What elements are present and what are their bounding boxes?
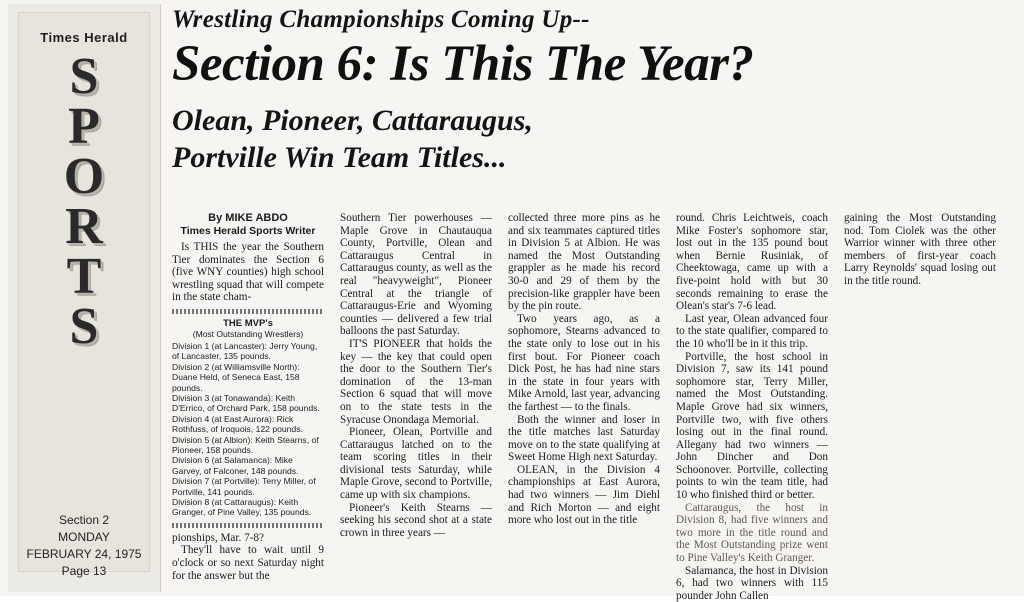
day-label: MONDAY xyxy=(58,530,110,544)
kicker-headline: Wrestling Championships Coming Up-- xyxy=(172,6,590,33)
article-column-1 xyxy=(172,212,324,582)
paragraph: Southern Tier powerhouses — Maple Grove in Chautauqua County, Portville, Olean and Cattaraugus Central in Cattaraugus county, as well as the real "heavyweight", Pioneer Central at the triangle of Cattaraugus-Erie and Wyoming counties — delivered a few trial balloons the past Saturday. xyxy=(340,212,492,338)
paragraph: Last year, Olean advanced four to the state qualifier, compared to the 10 who'll be in it this trip. xyxy=(676,312,828,350)
mvp-entry: Division 3 (at Tonawanda): Keith D'Errico, of Orchard Park, 158 pounds. xyxy=(172,393,320,414)
mvp-entry: Division 4 (at East Aurora): Rick Rothfuss, of Iroquois, 122 pounds. xyxy=(172,413,303,435)
sports-letter-s2: S xyxy=(69,298,99,355)
publication-name: Times Herald xyxy=(40,30,128,45)
article-column-5 xyxy=(844,212,996,288)
byline-title: Times Herald Sports Writer xyxy=(180,225,316,237)
byline-author: By MIKE ABDO xyxy=(208,212,288,224)
divider-rule-bottom xyxy=(172,523,324,528)
mvp-entry: Division 6 (at Salamanca): Mike Garvey, of Falconer, 148 pounds. xyxy=(172,455,299,476)
headline-block xyxy=(172,6,1012,176)
mvp-entry: Division 5 (at Albion): Keith Stearns, of Pioneer, 158 pounds. xyxy=(172,434,319,456)
paragraph: Portville, the host school in Division 7, saw its 141 pound sophomore star, Terry Miller, named the Most Outstanding. Maple Grove had six winners, Portville two, with five others losing out in the final round. Allegany had two winners — John Dincher and Don Schoonover. Portville, collecting points to win the team title, had 10 who finished third or better. xyxy=(676,350,828,502)
mvp-box-subheading: (Most Outstanding Wrestlers) xyxy=(192,328,304,339)
sports-letter-r: R xyxy=(65,198,103,255)
masthead-column xyxy=(8,4,161,592)
sports-vertical-logo xyxy=(18,48,150,355)
date-label: FEBRUARY 24, 1975 xyxy=(26,547,142,561)
page-title: Section 6: Is This The Year? xyxy=(172,36,754,92)
sports-letter-p: P xyxy=(68,98,100,155)
paragraph: Both the winner and loser in the title matches last Saturday move on to the state qualifying at Sweet Home High next Saturday. xyxy=(508,413,660,464)
paragraph: pionships, Mar. 7-8? xyxy=(172,531,264,544)
mvp-entry: Division 1 (at Lancaster): Jerry Young, of Lancaster, 135 pounds. xyxy=(172,340,318,362)
paragraph: Pioneer's Keith Stearns — seeking his second shot at a state crown in three years — xyxy=(340,501,492,539)
sports-letter-s1: S xyxy=(69,48,99,105)
byline xyxy=(172,212,324,238)
article-body xyxy=(172,212,1016,602)
paragraph: Two years ago, as a sophomore, Stearns advanced to the state only to lose out in his first bout. For Pioneer coach Dick Post, he has had nine stars in the state in four years with Mike Arnold, last year, advancing the farthest — to the finals. xyxy=(508,312,660,413)
paragraph: They'll have to wait until 9 o'clock or so next Saturday night for the answer but the xyxy=(172,544,324,582)
sub-headline-line-1: Olean, Pioneer, Cattaraugus, xyxy=(172,104,533,137)
paragraph: collected three more pins as he and six teammates captured titles in Division 5 at Albion. He was named the Most Outstanding grappler as he made his record 30-0 and 29 of them by the precision-like grappler have been by the pin route. xyxy=(508,212,660,313)
masthead-panel xyxy=(18,12,150,578)
article-column-3 xyxy=(508,212,660,527)
section-info xyxy=(18,512,150,580)
paragraph: OLEAN, in the Division 4 championships at East Aurora, had two winners — Jim Diehl and Rich Morton — and eight more who lost out in the title xyxy=(508,463,660,527)
mvp-entry: Division 8 (at Cattaraugus): Keith Granger, of Pine Valley, 135 pounds. xyxy=(172,497,312,518)
page-number: Page 13 xyxy=(61,564,107,578)
mvp-entry: Division 7 (at Portville): Terry Miller, of Portville, 141 pounds. xyxy=(172,476,316,497)
article-column-2 xyxy=(340,212,492,539)
mvp-entry-list xyxy=(172,341,324,518)
paragraph: Pioneer, Olean, Portville and Cattaraugus latched on to the team scoring titles in their divisional tests Saturday, while Maple Grove, second to Portville, came up with six champions. xyxy=(340,426,492,502)
paragraph: Salamanca, the host in Division 6, had two winners with 115 pounder John Callen xyxy=(676,564,828,602)
article-column-4 xyxy=(676,212,828,602)
paragraph: gaining the Most Outstanding nod. Tom Ciolek was the other Warrior winner with three other members of first-year coach Larry Reynolds' squad losing out in the title round. xyxy=(844,212,996,287)
paragraph: IT'S PIONEER that holds the key — the key that could open the door to the Southern Tier's domination of the 13-man Section 6 squad that will move on to the state tests in the Syracuse Onondaga Memorial. xyxy=(340,337,492,426)
mvp-box-heading: THE MVP's xyxy=(223,317,273,329)
paragraph: round. Chris Leichtweis, coach Mike Foster's sophomore star, lost out in the 135 pound bout when Bernie Rusiniak, of Cheektowaga, came up with a five-point hold with but 30 seconds remaining to erase the Olean's star's 7-6 lead. xyxy=(676,212,828,313)
mvp-entry: Division 2 (at Williamsville North): Duane Held, of Seneca East, 158 pounds. xyxy=(172,361,300,393)
paragraph: Is THIS the year the Southern Tier dominates the Section 6 (five WNY counties) high school wrestling squad that will compete in the state cham- xyxy=(172,241,324,304)
sub-headline-line-2: Portville Win Team Titles... xyxy=(172,141,507,174)
sports-letter-o: O xyxy=(63,148,105,205)
paragraph: Cattaraugus, the host in Division 8, had five winners and two more in the title round and the Most Outstanding prize went to Pine Valley's Keith Granger. xyxy=(676,501,828,565)
divider-rule-top xyxy=(172,309,324,314)
sports-letter-t: T xyxy=(66,248,102,305)
section-label: Section 2 xyxy=(58,513,110,527)
